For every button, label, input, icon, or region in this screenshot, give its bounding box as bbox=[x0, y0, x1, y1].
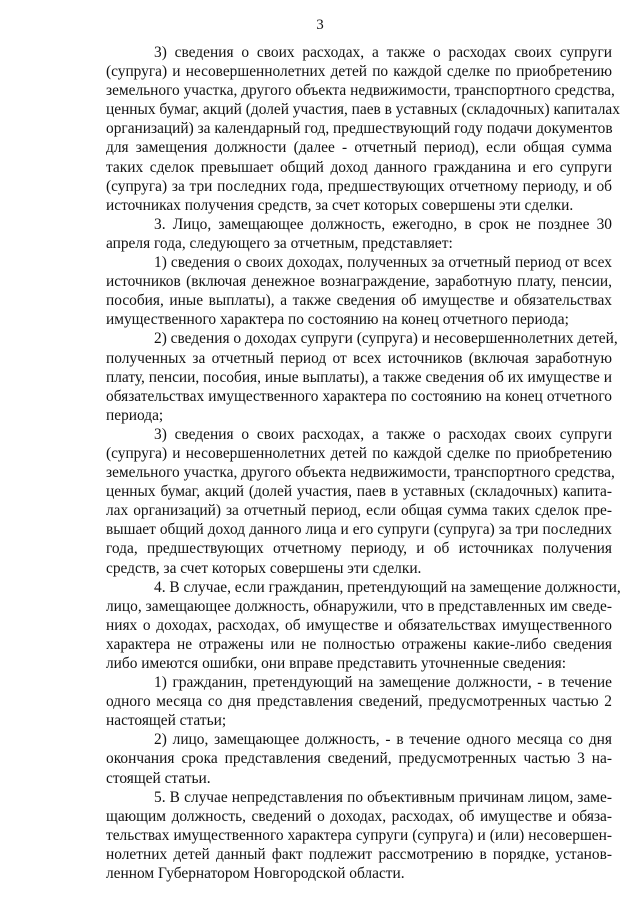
text-line: нолетних детей данный факт подлежит рассмотрению в порядке, установ- bbox=[106, 845, 612, 863]
text-line: апреля года, следующего за отчетным, представляет: bbox=[106, 234, 453, 252]
paragraph-p3-item1 bbox=[106, 253, 612, 329]
text-line: (супруга) и несовершеннолетних детей по каждой сделке по приобретению bbox=[106, 63, 612, 81]
paragraph-p3-item2 bbox=[106, 329, 618, 424]
text-line: ленном Губернатором Новгородской области. bbox=[106, 865, 405, 883]
text-line: тельствах имущественного характера супруги (супруга) и (или) несовершен- bbox=[106, 826, 612, 844]
text-line: периода; bbox=[106, 406, 164, 424]
text-line: полученных за отчетный период от всех источников (включая заработную bbox=[106, 349, 612, 367]
text-line: года, предшествующих отчетному периоду, и об источниках получения bbox=[106, 540, 612, 558]
text-line: либо имеются ошибки, они вправе представить уточненные сведения: bbox=[106, 655, 566, 672]
text-line: таких сделок превышает общий доход данного гражданина и его супруги bbox=[106, 158, 612, 176]
text-line: ценных бумаг, акций (долей участия, паев в уставных (складочных) капиталах bbox=[106, 101, 620, 119]
text-line: источниках получения средств, за счет которых совершены эти сделки. bbox=[106, 196, 574, 214]
text-line: обязательствах имущественного характера по состоянию на конец отчетного bbox=[106, 387, 612, 405]
text-line: 1) гражданин, претендующий на замещение должности, - в течение bbox=[154, 674, 612, 692]
page-number: 3 bbox=[316, 17, 324, 33]
text-line: 2) лицо, замещающее должность, - в течение одного месяца со дня bbox=[154, 731, 612, 749]
text-line: средств, за счет которых совершены эти сделки. bbox=[106, 559, 422, 577]
paragraph-p4 bbox=[106, 578, 621, 673]
text-line: земельного участка, другого объекта недвижимости, транспортного средства, bbox=[106, 82, 615, 100]
text-line: настоящей статьи; bbox=[106, 712, 227, 730]
text-line: вышает общий доход данного лица и его супруги (супруга) за три последних bbox=[106, 521, 612, 539]
text-line: для замещения должности (далее - отчетный период), если общая сумма bbox=[106, 139, 612, 157]
text-line: (супруга) за три последних года, предшествующих отчетному периоду, и об bbox=[106, 177, 612, 195]
text-line: лах организаций) за отчетный период, если общая сумма таких сделок пре- bbox=[106, 502, 612, 520]
text-line: (супруга) и несовершеннолетних детей по каждой сделке по приобретению bbox=[106, 444, 612, 462]
paragraph-p5 bbox=[106, 788, 612, 883]
text-line: 4. В случае, если гражданин, претендующий на замещение должности, bbox=[154, 578, 621, 596]
text-line: 3) сведения о своих расходах, а также о расходах своих супруги bbox=[154, 44, 612, 61]
text-line: 5. В случае непредставления по объективным причинам лицом, заме- bbox=[154, 788, 612, 806]
text-line: плату, пенсии, пособия, иные выплаты), а также сведения об их имуществе и bbox=[106, 368, 612, 386]
text-line: 3) сведения о своих расходах, а также о расходах своих супруги bbox=[154, 425, 612, 443]
text-line: щающим должность, сведений о доходах, расходах, об имуществе и обяза- bbox=[106, 807, 612, 825]
text-line: земельного участка, другого объекта недвижимости, транспортного средства, bbox=[106, 464, 615, 482]
text-line: окончания срока представления сведений, предусмотренных частью 3 на- bbox=[106, 750, 612, 768]
text-line: организаций) за календарный год, предшествующий году подачи документов bbox=[106, 120, 613, 138]
text-line: 3. Лицо, замещающее должность, ежегодно, в срок не позднее 30 bbox=[154, 215, 612, 233]
paragraph-p2-item3 bbox=[106, 43, 620, 215]
text-line: ниях о доходах, расходах, об имуществе и обязательствах имущественного bbox=[106, 616, 612, 634]
paragraph-p4-item2 bbox=[106, 730, 612, 787]
text-line: стоящей статьи. bbox=[106, 769, 211, 787]
paragraph-p3-item3 bbox=[106, 425, 615, 578]
text-line: 2) сведения о доходах супруги (супруга) и несовершеннолетних детей, bbox=[154, 330, 618, 348]
paragraph-p4-item1 bbox=[106, 673, 612, 730]
text-line: пособия, иные выплаты), а также сведения об имуществе и обязательствах bbox=[106, 292, 612, 310]
text-line: ценных бумаг, акций (долей участия, паев в уставных (складочных) капита- bbox=[106, 483, 612, 501]
document-body bbox=[106, 43, 621, 883]
text-line: одного месяца со дня представления сведений, предусмотренных частью 2 bbox=[106, 693, 612, 711]
text-line: источников (включая денежное вознаграждение, заработную плату, пенсии, bbox=[106, 273, 612, 291]
text-line: характера не отражены или не полностью отражены какие-либо сведения bbox=[106, 635, 612, 653]
paragraph-p3 bbox=[106, 215, 612, 253]
text-line: имущественного характера по состоянию на конец отчетного периода; bbox=[106, 311, 569, 329]
text-line: лицо, замещающее должность, обнаружили, что в представленных им сведе- bbox=[106, 597, 612, 615]
text-line: 1) сведения о своих доходах, полученных за отчетный период от всех bbox=[154, 254, 612, 272]
